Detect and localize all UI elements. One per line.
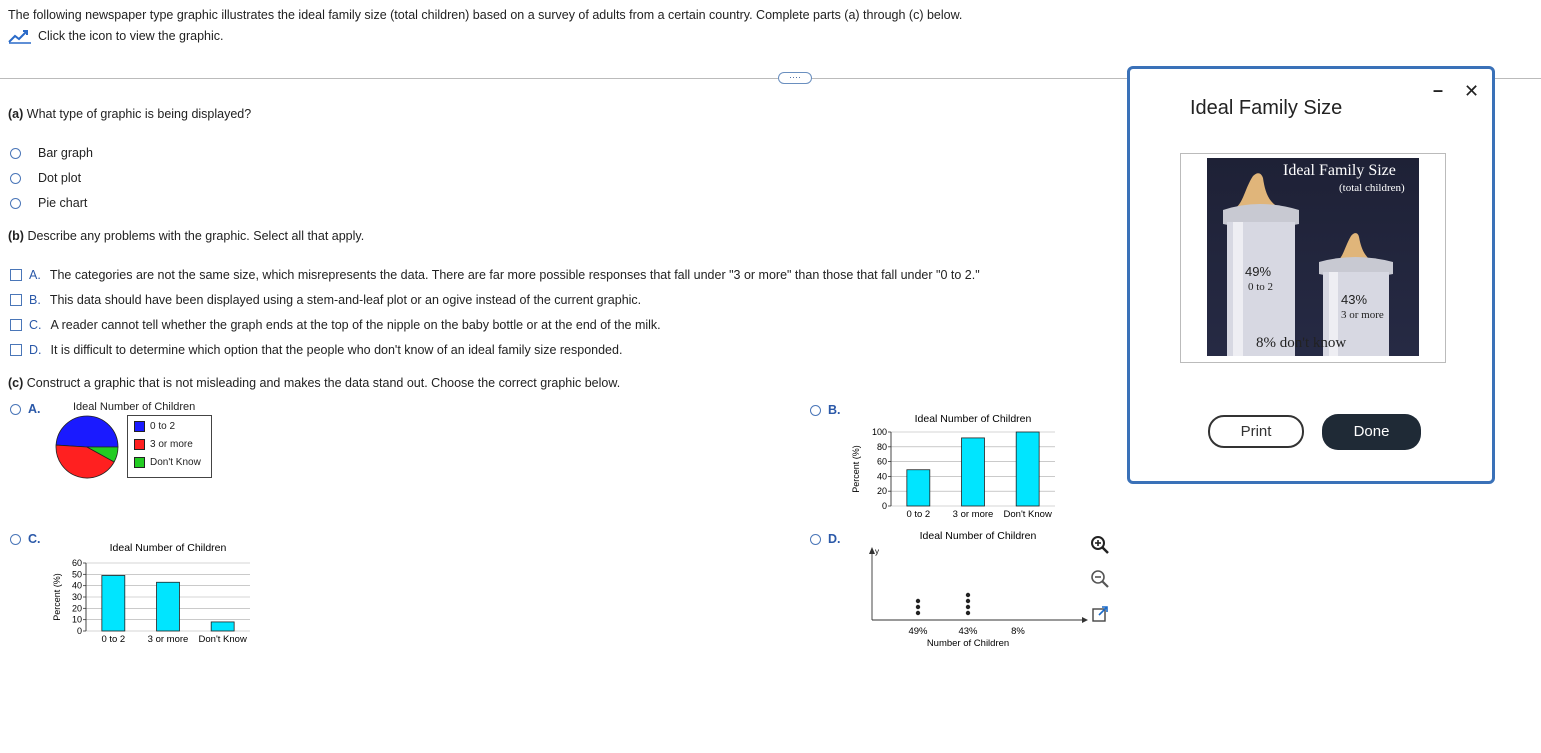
part-c-question [8,376,620,390]
zoom-in-icon[interactable] [1090,535,1110,555]
radio-button[interactable] [810,405,821,416]
option-bar-graph[interactable] [10,146,93,160]
x-tick-label: Don't Know [1003,509,1052,520]
open-external-icon[interactable] [1090,604,1110,624]
y-tick-label: 20 [71,603,82,614]
label-0-to-2-pct: 49% [1245,264,1272,279]
more-button[interactable]: ···· [778,72,812,84]
x-tick-label: 0 to 2 [101,634,126,645]
y-tick-label: 60 [71,558,82,568]
legend-swatch [134,439,145,450]
x-tick-label: 43% [958,626,978,637]
dot [916,605,920,609]
option-text: A reader cannot tell whether the graph ends at the top of the nipple on the baby bottle or at the end of the milk. [50,318,661,332]
x-tick-label: Don't Know [198,634,247,645]
part-a-label: (a) [8,107,24,121]
label-3-or-more-cat: 3 or more [1341,309,1384,321]
x-axis-label: Number of Children [926,638,1010,649]
graphic-frame [1180,153,1446,363]
y-tick-label: 100 [871,427,887,437]
legend-label: 3 or more [150,439,193,450]
x-tick-label: 0 to 2 [906,509,931,520]
y-axis-label: Percent (%) [851,445,861,493]
part-b-label: (b) [8,229,24,243]
pie-legend [127,415,212,478]
radio-button[interactable] [10,534,21,545]
part-b-question [8,229,364,243]
choice-a[interactable] [10,402,41,416]
part-c-label: (c) [8,376,24,390]
radio-button[interactable] [810,534,821,545]
pie-chart [54,414,124,480]
bar [102,575,125,631]
legend-swatch [134,457,145,468]
option-b-d[interactable] [10,343,622,357]
legend-item [134,421,175,432]
x-axis-arrow [1082,617,1088,623]
y-tick-label: 50 [71,569,82,580]
y-axis-label: y [875,547,879,556]
y-tick-label: 30 [71,592,82,602]
part-a-text: What type of graphic is being displayed? [26,107,252,121]
option-dot-plot[interactable] [10,171,81,185]
option-label: Dot plot [38,171,82,185]
option-label: Pie chart [38,196,88,210]
option-text: This data should have been displayed using a stem-and-leaf plot or an ogive instead of the current graphic. [49,293,642,307]
y-tick-label: 0 [76,626,82,636]
question-intro: The following newspaper type graphic illustrates the ideal family size (total children) based on a survey of adults from a certain country. Complete parts (a) through (c) below. [8,8,963,22]
chart-icon[interactable] [8,28,32,44]
option-text: The categories are not the same size, which misrepresents the data. There are far more possible responses that fall under "3 or more" than those that fall under "0 to 2." [49,268,980,282]
chart-title: Ideal Number of Children [109,542,227,554]
x-tick-label: 8% [1011,626,1025,637]
choice-b[interactable] [810,403,841,417]
choice-c[interactable] [10,532,41,546]
radio-button[interactable] [10,198,21,209]
radio-button[interactable] [10,173,21,184]
zoom-out-icon[interactable] [1090,569,1110,589]
radio-button[interactable] [10,148,21,159]
y-tick-label: 60 [876,456,887,467]
view-graphic-link[interactable] [8,28,224,44]
legend-label: Don't Know [150,457,201,468]
choice-d[interactable] [810,532,841,546]
modal-title: Ideal Family Size [1190,97,1343,119]
pie-slice [56,416,118,447]
chart-title: Ideal Number of Children [919,530,1037,542]
x-tick-label: 3 or more [147,634,189,645]
bottle-nipple [1337,233,1373,261]
bar-chart-b [845,410,1060,522]
part-c-text: Construct a graphic that is not misleading and makes the data stand out. Choose the correct graphic below. [26,376,621,390]
checkbox[interactable] [10,319,22,331]
legend-item [134,439,193,450]
checkbox[interactable] [10,294,22,306]
option-letter: A. [29,268,41,282]
label-0-to-2-cat: 0 to 2 [1248,281,1274,293]
y-tick-label: 0 [881,501,887,511]
x-tick-label: 3 or more [952,509,994,520]
pie-chart-title: Ideal Number of Children [73,401,196,413]
y-tick-label: 10 [71,614,82,625]
bottle-nipple [1235,173,1281,208]
bar [157,582,180,631]
legend-swatch [134,421,145,432]
dot [966,611,970,615]
choice-letter: A. [28,402,41,416]
dot [966,599,970,603]
y-tick-label: 20 [876,486,887,497]
close-button[interactable]: ✕ [1464,81,1480,101]
bar [211,622,234,631]
bar [962,438,985,506]
option-letter: C. [29,318,42,332]
y-tick-label: 40 [71,580,82,591]
chart-title: Ideal Number of Children [914,413,1032,425]
option-text: It is difficult to determine which option that the people who don't know of an ideal family size responded. [50,343,623,357]
option-b-b[interactable] [10,293,641,307]
dot [966,605,970,609]
part-a-question [8,107,251,121]
part-b-text: Describe any problems with the graphic. Select all that apply. [27,229,365,243]
dot [916,599,920,603]
dot [966,593,970,597]
legend-label: 0 to 2 [150,421,176,432]
choice-letter: C. [28,532,41,546]
graphic-title: Ideal Family Size [1283,162,1396,179]
bottle-highlight [1233,222,1243,356]
option-pie-chart[interactable] [10,196,87,210]
y-tick-label: 80 [876,441,887,452]
radio-button[interactable] [10,404,21,415]
graphic-subtitle: (total children) [1339,182,1405,194]
label-3-or-more-pct: 43% [1341,292,1368,307]
legend-item [134,457,201,468]
option-letter: D. [29,343,42,357]
option-label: Bar graph [38,146,93,160]
view-graphic-text[interactable]: Click the icon to view the graphic. [38,29,224,43]
dot-plot-d [860,528,1090,652]
print-button[interactable]: Print [1208,415,1304,448]
minimize-button[interactable]: – [1433,80,1444,100]
bar-chart-c [48,540,258,652]
y-tick-label: 40 [876,471,887,482]
choice-letter: D. [828,532,841,546]
checkbox[interactable] [10,269,22,281]
choice-letter: B. [828,403,841,417]
bar [1016,432,1039,506]
option-letter: B. [29,293,41,307]
bar [907,470,930,506]
graphic-modal [1127,66,1495,484]
y-axis-label: Percent (%) [52,573,62,621]
dot [916,611,920,615]
label-dont-know: 8% don't know [1256,335,1347,351]
x-tick-label: 49% [908,626,928,637]
family-size-graphic [1207,158,1419,356]
option-b-c[interactable] [10,318,661,332]
checkbox[interactable] [10,344,22,356]
option-b-a[interactable] [10,268,980,282]
done-button[interactable]: Done [1322,414,1421,450]
